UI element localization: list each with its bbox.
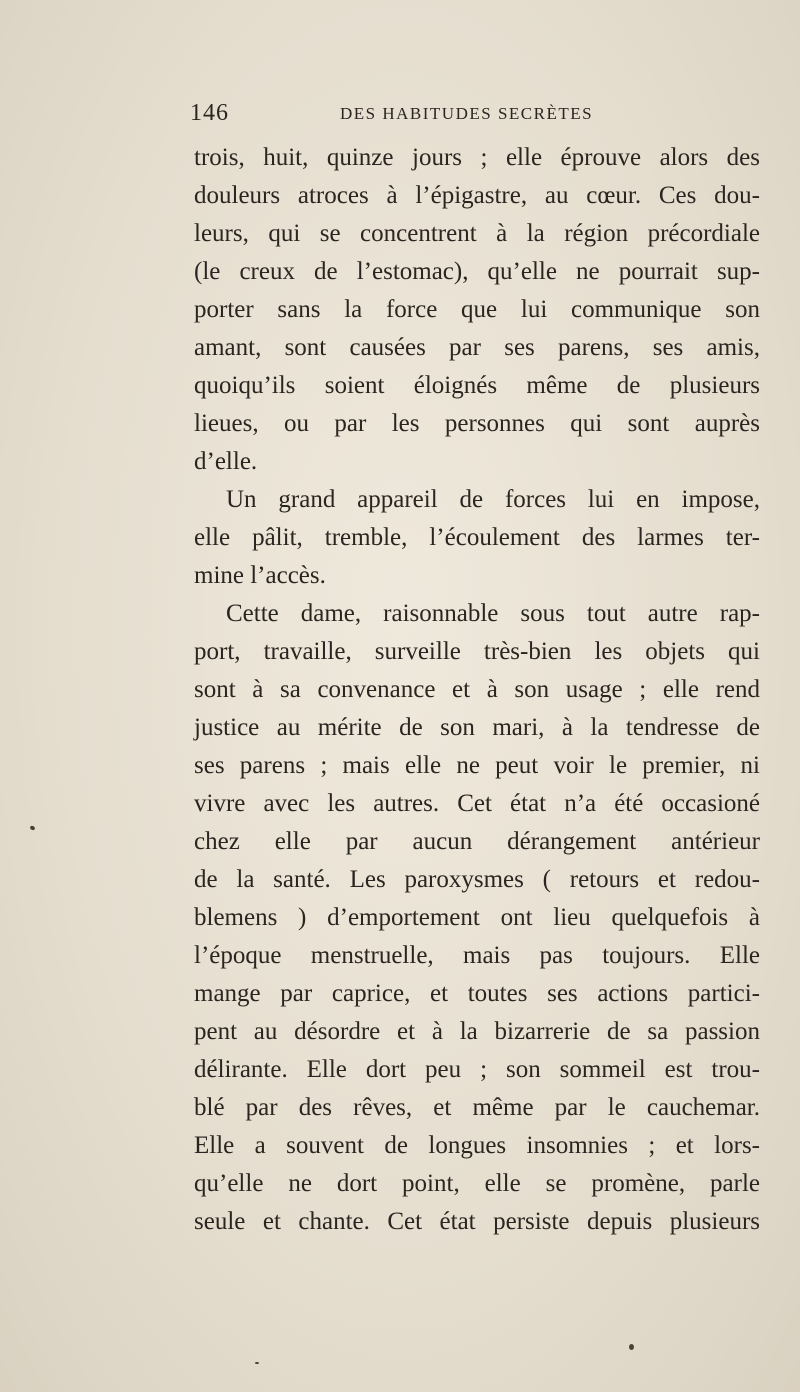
text-line: porter sans la force que lui communique son <box>194 296 760 323</box>
text-line: douleurs atroces à l’épigastre, au cœur. Ces dou- <box>194 182 760 209</box>
text-line: leurs, qui se concentrent à la région précordiale <box>194 220 760 247</box>
text-line: mine l’accès. <box>194 562 326 589</box>
page-header <box>190 100 762 130</box>
text-line: Un grand appareil de forces lui en impose, <box>226 486 760 513</box>
running-title: DES HABITUDES SECRÈTES <box>340 104 594 123</box>
text-line: de la santé. Les paroxysmes ( retours et redou- <box>194 866 760 893</box>
text-line: d’elle. <box>194 448 258 475</box>
paper-speck <box>29 825 35 831</box>
text-line: Cette dame, raisonnable sous tout autre rap- <box>226 600 760 627</box>
text-line: elle pâlit, tremble, l’écoulement des larmes ter- <box>194 524 760 551</box>
text-line: pent au désordre et à la bizarrerie de sa passion <box>194 1018 760 1045</box>
text-line: délirante. Elle dort peu ; son sommeil est trou- <box>194 1056 760 1083</box>
text-line: blemens ) d’emportement ont lieu quelquefois à <box>194 904 760 931</box>
text-line: chez elle par aucun dérangement antérieur <box>194 828 760 855</box>
text-line: amant, sont causées par ses parens, ses amis, <box>194 334 760 361</box>
text-line: (le creux de l’estomac), qu’elle ne pourrait sup- <box>194 258 760 285</box>
text-line: ses parens ; mais elle ne peut voir le premier, ni <box>194 752 760 779</box>
text-line: sont à sa convenance et à son usage ; elle rend <box>194 676 760 703</box>
text-line: Elle a souvent de longues insomnies ; et lors- <box>194 1132 760 1159</box>
text-line: l’époque menstruelle, mais pas toujours. Elle <box>194 942 760 969</box>
text-line: lieues, ou par les personnes qui sont auprès <box>194 410 760 437</box>
text-line: qu’elle ne dort point, elle se promène, parle <box>194 1170 760 1197</box>
paper-speck <box>629 1344 634 1350</box>
text-line: quoiqu’ils soient éloignés même de plusieurs <box>194 372 760 399</box>
text-line: trois, huit, quinze jours ; elle éprouve alors des <box>194 144 760 171</box>
body-text <box>194 139 760 1241</box>
text-line: vivre avec les autres. Cet état n’a été occasioné <box>194 790 760 817</box>
text-line: port, travaille, surveille très-bien les objets qui <box>194 638 760 665</box>
text-line: justice au mérite de son mari, à la tendresse de <box>194 714 760 741</box>
text-line: blé par des rêves, et même par le cauchemar. <box>194 1094 760 1121</box>
text-line: mange par caprice, et toutes ses actions partici- <box>194 980 760 1007</box>
paper-speck <box>255 1362 259 1364</box>
text-line: seule et chante. Cet état persiste depuis plusieurs <box>194 1208 760 1235</box>
page-number: 146 <box>190 100 229 126</box>
